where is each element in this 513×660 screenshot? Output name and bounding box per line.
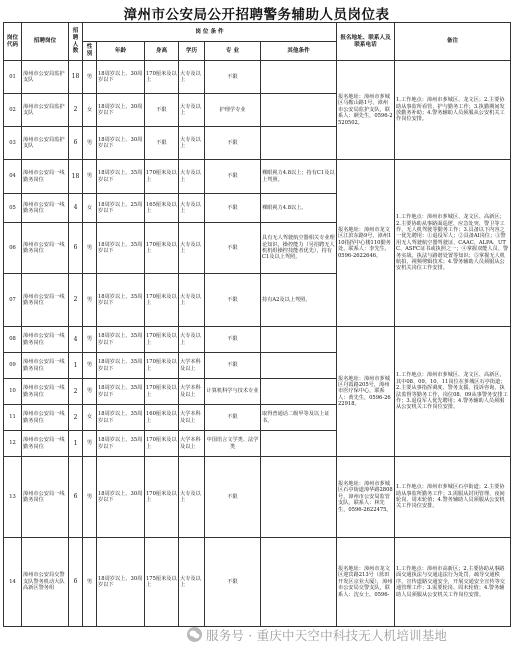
- row-age: 18周岁以上、35周岁以下: [97, 379, 145, 405]
- row-major: 中国语言文学类、法学类: [205, 431, 261, 457]
- row-major: 不限: [205, 223, 261, 274]
- row-age: 18周岁以上、25周岁以下: [97, 194, 145, 223]
- row-post: 漳州市公安局一线勤务岗位: [22, 194, 69, 223]
- row-edu: 大学本科及以上: [179, 405, 205, 431]
- row-major: 护理学专业: [205, 94, 261, 127]
- contact-cell: 报名地址：漳州市芗城区丹霞路205号，漳州市医疗保中心，联系人：黄先生，0596-2622918。: [337, 327, 395, 457]
- row-other: 裸眼视力4.8以上。: [261, 194, 337, 223]
- row-count: 6: [69, 457, 83, 538]
- contact-cell: 报名地址：漳州市龙文区江滨东路9号，漳州110指挥中心楼110勤务处，联系人：李先生，0596-2622646。: [337, 160, 395, 327]
- header-post: 招聘岗位: [22, 23, 69, 61]
- row-age: 18周岁以上、30周岁以下: [97, 127, 145, 160]
- row-gender: 男: [83, 61, 97, 94]
- row-height: 175厘米及以上: [145, 538, 179, 627]
- row-code: 05: [4, 194, 22, 223]
- row-post: 漳州市公安局监护支队: [22, 127, 69, 160]
- row-code: 14: [4, 538, 22, 627]
- header-code: 岗位代码: [4, 23, 22, 61]
- row-edu: 大专及以上: [179, 160, 205, 194]
- row-major: 不限: [205, 274, 261, 327]
- row-height: 不限: [145, 127, 179, 160]
- table-row: [4, 160, 511, 194]
- row-edu: 大专及以上: [179, 127, 205, 160]
- row-gender: 男: [83, 223, 97, 274]
- row-edu: 大专及以上: [179, 538, 205, 627]
- row-height: 170厘米及以上: [145, 223, 179, 274]
- row-code: 08: [4, 327, 22, 353]
- row-count: 2: [69, 379, 83, 405]
- header-major: 专 业: [205, 42, 261, 61]
- row-height: 165厘米及以上: [145, 194, 179, 223]
- row-height: 170厘米及以上: [145, 274, 179, 327]
- row-other: 裸眼视力4.8以上；持有C1及以上驾照。: [261, 160, 337, 194]
- row-major: 不限: [205, 538, 261, 627]
- row-count: 2: [69, 94, 83, 127]
- row-code: 02: [4, 94, 22, 127]
- note-cell: 1.工作地点：漳州市芗城区、龙文区、高新区，其中08、09、10、11岗位在芗城区石亭街道；2.主要从事指挥调度、警务支援、投诉咨询、执法监督等勤务工作，岗位08、09从事警务安排工作；3.退役军人优先聘用；4.警务辅助人员须服从公安机关工作岗位安排。: [395, 327, 511, 457]
- row-age: 18周岁以上、35周岁以下: [97, 431, 145, 457]
- wechat-icon: [187, 627, 202, 642]
- row-other: [261, 61, 337, 94]
- row-age: 18周岁以上、35周岁以下: [97, 353, 145, 379]
- row-edu: 大学本科及以上: [179, 353, 205, 379]
- row-major: 不限: [205, 327, 261, 353]
- row-count: 18: [69, 61, 83, 94]
- row-post: 漳州市公安局一线勤务岗位: [22, 160, 69, 194]
- row-edu: 大专及以上: [179, 327, 205, 353]
- header-note: 备注: [395, 23, 511, 61]
- row-edu: 大学本科及以上: [179, 431, 205, 457]
- row-other: 持有A2及以上驾照。: [261, 274, 337, 327]
- row-post: 漳州市公安局一线勤务岗位: [22, 223, 69, 274]
- header-age: 年龄: [97, 42, 145, 61]
- row-edu: 大专及以上: [179, 61, 205, 94]
- row-other: [261, 431, 337, 457]
- row-major: 不限: [205, 127, 261, 160]
- row-gender: 男: [83, 274, 97, 327]
- row-count: 1: [69, 431, 83, 457]
- row-major: 不限: [205, 353, 261, 379]
- row-code: 09: [4, 353, 22, 379]
- row-major: 不限: [205, 405, 261, 431]
- row-code: 03: [4, 127, 22, 160]
- row-age: 18周岁以上、30周岁以下: [97, 94, 145, 127]
- row-post: 漳州市公安局一线勤务岗位: [22, 274, 69, 327]
- row-edu: 大专及以上: [179, 223, 205, 274]
- positions-table: [3, 22, 511, 627]
- row-other: [261, 538, 337, 627]
- header-other: 其他条件: [261, 42, 337, 61]
- contact-cell: 报名地址：漳州市龙文区迎宾路213号（蓝田开发区京业大厦），漳州市公安局交警支队，联系人：沈女士，0596-: [337, 538, 395, 627]
- row-age: 18周岁以上、35周岁以下: [97, 223, 145, 274]
- row-other: [261, 379, 337, 405]
- row-count: 6: [69, 127, 83, 160]
- row-code: 04: [4, 160, 22, 194]
- row-height: 170厘米及以上: [145, 431, 179, 457]
- row-count: 2: [69, 405, 83, 431]
- row-gender: 男: [83, 127, 97, 160]
- row-height: 170厘米及以上: [145, 457, 179, 538]
- header-contact: 报名地址、联系人及联系电话: [337, 23, 395, 61]
- row-gender: 女: [83, 194, 97, 223]
- row-height: 170厘米及以上: [145, 379, 179, 405]
- row-age: 18周岁以上、35周岁以下: [97, 274, 145, 327]
- contact-cell: 报名地址：漳州市芗城区石亭街道漳华路2808号，漳州市公安局监管支队，联系人：林先生，0596-2622475。: [337, 457, 395, 538]
- row-height: 170厘米及以上: [145, 327, 179, 353]
- row-code: 11: [4, 405, 22, 431]
- row-post: 漳州市公安局交警支队警务机动大队高新区警务组: [22, 538, 69, 627]
- row-code: 01: [4, 61, 22, 94]
- row-gender: 女: [83, 405, 97, 431]
- row-other: [261, 327, 337, 353]
- row-major: 计算机科学与技术专业: [205, 379, 261, 405]
- contact-cell: 报名地址：漳州市芗城区马鞍山路1号，漳州市公安局监护支队，联系人：颜先生，0596-2520502。: [337, 61, 395, 160]
- row-age: 18周岁以上、30周岁以下: [97, 457, 145, 538]
- row-gender: 男: [83, 327, 97, 353]
- row-height: 160厘米及以上: [145, 405, 179, 431]
- row-post: 漳州市公安局一线勤务岗位: [22, 405, 69, 431]
- row-post: 漳州市公安局监护支队: [22, 94, 69, 127]
- row-age: 18周岁以上、30周岁以下: [97, 538, 145, 627]
- row-major: 不限: [205, 160, 261, 194]
- row-major: 不限: [205, 457, 261, 538]
- row-age: 18周岁以上、35周岁以下: [97, 160, 145, 194]
- header-gender: 性别: [83, 42, 97, 61]
- row-age: 18周岁以上、30周岁以下: [97, 61, 145, 94]
- row-code: 06: [4, 223, 22, 274]
- row-other: [261, 127, 337, 160]
- row-gender: 男: [83, 353, 97, 379]
- note-cell: 1.工作地点：漳州市芗城区石亭街道；2.主要协助从事监所勤务工作；3.需服从封闭管理、夜间轮岗、周末轮值；4.警务辅助人员须服从公安机关工作岗位安排。: [395, 457, 511, 538]
- row-post: 漳州市公安局一线勤务岗位: [22, 353, 69, 379]
- row-code: 07: [4, 274, 22, 327]
- row-height: 不限: [145, 94, 179, 127]
- row-height: 170厘米及以上: [145, 160, 179, 194]
- row-height: 170厘米及以上: [145, 353, 179, 379]
- row-post: 漳州市公安局一线勤务岗位: [22, 327, 69, 353]
- note-cell: 1.工作地点：漳州市高新区；2.主要协助从事路面交通执法与交通违法行为处罚，疏导交通秩序，宣传道路交通安全，开展交通安全宣传等交通管理工作；3.需要轮岗、周末轮值；4.警务辅助人员须服从公安机关工作岗位安排。: [395, 538, 511, 627]
- watermark-text: 服务号 · 重庆中天空中科技无人机培训基地: [206, 628, 448, 643]
- row-height: 170厘米及以上: [145, 61, 179, 94]
- row-major: 不限: [205, 61, 261, 94]
- note-cell: 1.工作地点：漳州市芗城区、龙文区、高新区；2.主要协助从事路面巡逻、应急处突、警卫等工作，无人机驾驶等勤务工作；3.具备以下内容之一优先聘用：①退役军人；②具备AI岗位；③警用无人驾驶航空器驾驶证、CAAC、ALPA、UTC、ASFC证书或执照之一；④掌握双能人员、警务实战、执法与路谐处置等知识；⑤掌握无人机航拍、视频剪辑技术；4.警务辅助人员须服从公安机关岗位工作安排。: [395, 160, 511, 327]
- row-gender: 男: [83, 160, 97, 194]
- note-cell: 1.工作地点：漳州市芗城区、龙文区；2.主要协助从事监所看管、护与勤务工作；3.执勤期间发放勤务补助；4.警务辅助人员须服从公安机关工作岗位安排。: [395, 61, 511, 160]
- page-title: 漳州市公安局公开招聘警务辅助人员岗位表: [123, 7, 390, 23]
- row-other: [261, 353, 337, 379]
- row-count: 1: [69, 353, 83, 379]
- table-row: [4, 61, 511, 94]
- row-edu: 大学本科及以上: [179, 379, 205, 405]
- row-edu: 大专及以上: [179, 94, 205, 127]
- row-gender: 男: [83, 457, 97, 538]
- row-edu: 大专及以上: [179, 274, 205, 327]
- row-count: 6: [69, 223, 83, 274]
- row-code: 12: [4, 431, 22, 457]
- row-post: 漳州市公安局监护支队: [22, 61, 69, 94]
- header-edu: 学历: [179, 42, 205, 61]
- row-age: 18周岁以上、35周岁以下: [97, 327, 145, 353]
- row-code: 10: [4, 379, 22, 405]
- header-count: 招聘人数: [69, 23, 83, 61]
- row-count: 2: [69, 274, 83, 327]
- row-gender: 男: [83, 431, 97, 457]
- row-post: 漳州市公安局一线勤务岗位: [22, 379, 69, 405]
- table-row: [4, 538, 511, 627]
- row-other: [261, 457, 337, 538]
- header-height: 身高: [145, 42, 179, 61]
- row-count: 4: [69, 194, 83, 223]
- header-row: [4, 23, 511, 42]
- row-other: 取得普通话二级甲等及以上证书。: [261, 405, 337, 431]
- row-code: 13: [4, 457, 22, 538]
- row-post: 漳州市公安局一线勤务岗位: [22, 457, 69, 538]
- row-other: [261, 94, 337, 127]
- row-gender: 男: [83, 379, 97, 405]
- header-conditions: 岗 位 条 件: [83, 23, 337, 42]
- row-other: 具有无人驾驶航空器相关专业理论知识，操控能力（另招聘无人机机组操控技能者优先），持有C1及以上驾照。: [261, 223, 337, 274]
- row-age: 18周岁以上、35周岁以下: [97, 405, 145, 431]
- row-count: 18: [69, 160, 83, 194]
- row-post: 漳州市公安局一线勤务岗位: [22, 431, 69, 457]
- row-count: 6: [69, 538, 83, 627]
- row-count: 4: [69, 327, 83, 353]
- row-edu: 大专及以上: [179, 194, 205, 223]
- row-edu: 大专及以上: [179, 457, 205, 538]
- row-major: 不限: [205, 194, 261, 223]
- table-row: [4, 327, 511, 353]
- row-gender: 女: [83, 94, 97, 127]
- table-row: [4, 457, 511, 538]
- row-gender: 男: [83, 538, 97, 627]
